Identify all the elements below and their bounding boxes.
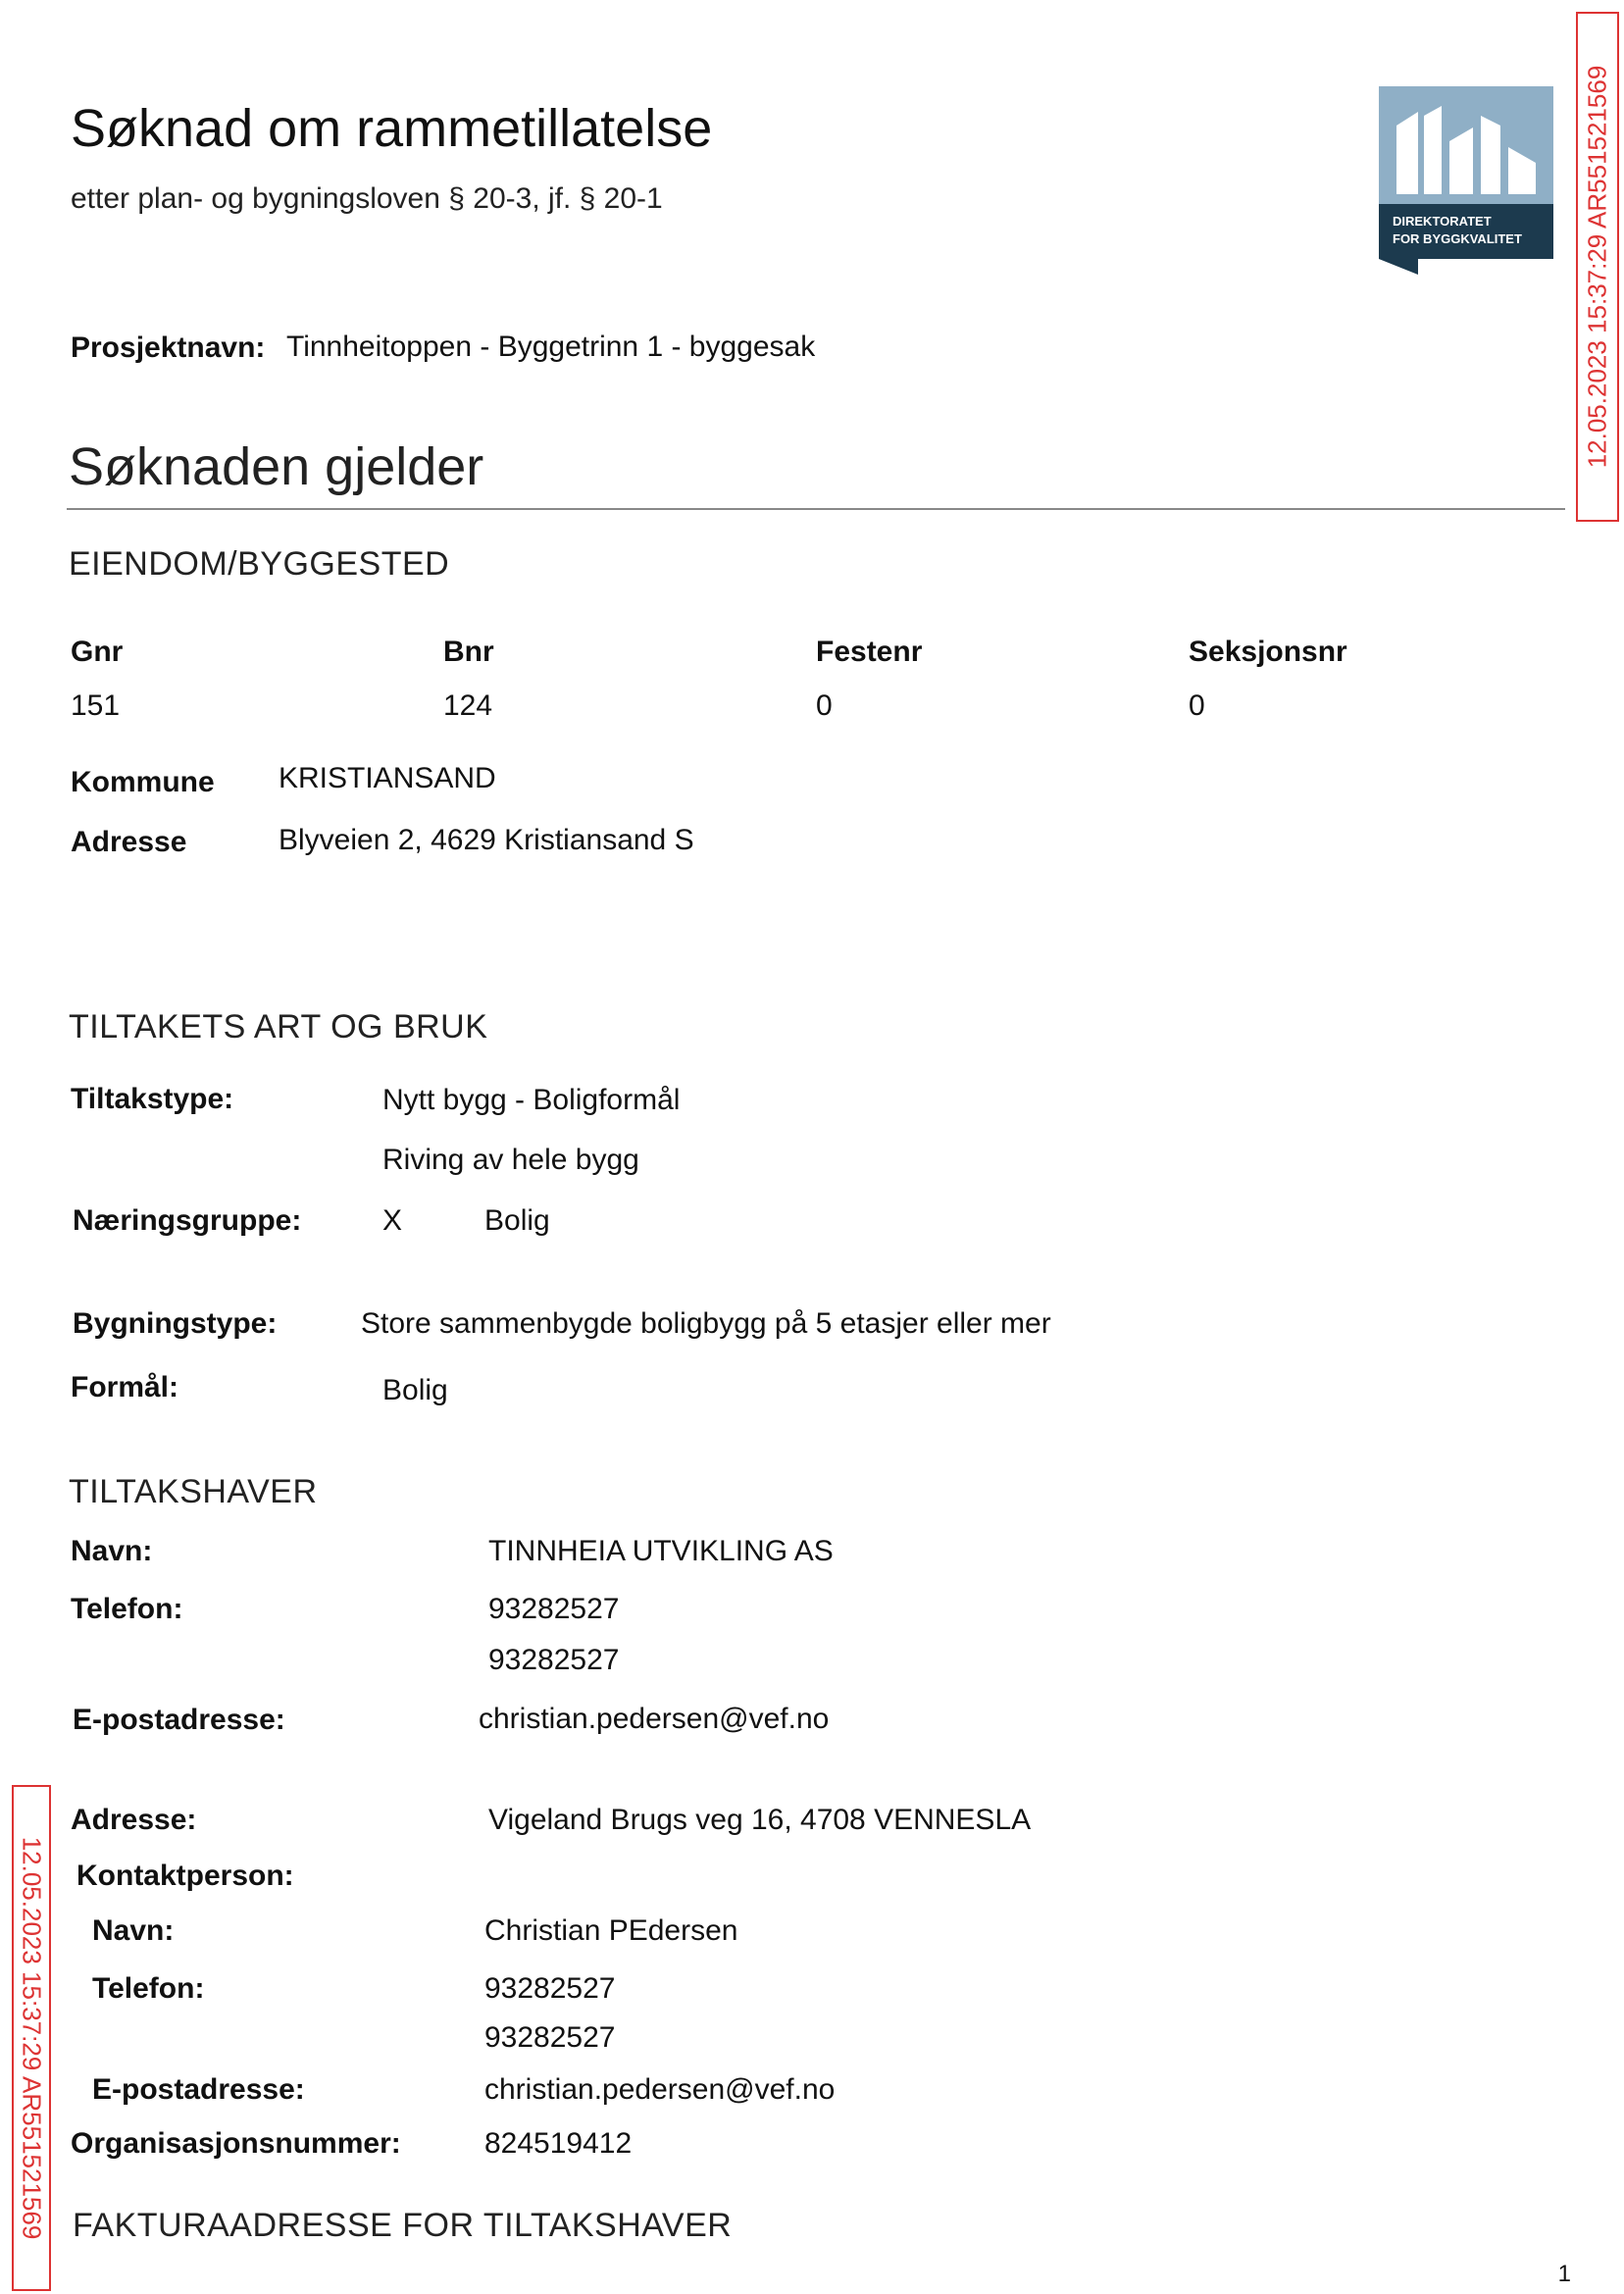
date-stamp-top — [1576, 12, 1619, 522]
festenr-label: Festenr — [816, 636, 923, 668]
tiltakshaver-heading: TILTAKSHAVER — [69, 1473, 318, 1510]
date-stamp-text: 12.05.2023 15:37:29 AR551521569 — [17, 1836, 47, 2240]
bnr-value: 124 — [443, 689, 493, 722]
th-epost-label: E-postadresse: — [73, 1704, 285, 1736]
naeringsgruppe-label: Næringsgruppe: — [73, 1204, 302, 1237]
tiltakstype-label: Tiltakstype: — [71, 1083, 234, 1115]
th-adresse-value: Vigeland Brugs veg 16, 4708 VENNESLA — [488, 1804, 1032, 1836]
bygningstype-value: Store sammenbygde boligbygg på 5 etasjer eller mer — [361, 1307, 1051, 1340]
th-telefon-value-2: 93282527 — [488, 1644, 620, 1676]
kp-navn-value: Christian PEdersen — [484, 1914, 738, 1947]
logo-line-2: FOR BYGGKVALITET — [1393, 231, 1522, 246]
th-navn-label: Navn: — [71, 1535, 153, 1567]
th-adresse-label: Adresse: — [71, 1804, 197, 1836]
dibk-logo — [1379, 86, 1553, 275]
kp-navn-label: Navn: — [92, 1914, 175, 1947]
kommune-value: KRISTIANSAND — [279, 762, 496, 794]
project-label: Prosjektnavn: — [71, 331, 266, 364]
th-navn-value: TINNHEIA UTVIKLING AS — [488, 1535, 834, 1567]
formal-label: Formål: — [71, 1371, 179, 1403]
eiendom-heading: EIENDOM/BYGGESTED — [69, 545, 450, 583]
bygningstype-label: Bygningstype: — [73, 1307, 278, 1340]
date-stamp-side — [12, 1785, 51, 2291]
naeringsgruppe-code: X — [382, 1204, 403, 1237]
kontaktperson-label: Kontaktperson: — [76, 1860, 294, 1892]
kp-epost-value: christian.pedersen@vef.no — [484, 2073, 836, 2106]
th-epost-value: christian.pedersen@vef.no — [479, 1703, 830, 1735]
gnr-label: Gnr — [71, 636, 124, 668]
tiltak-heading: TILTAKETS ART OG BRUK — [69, 1008, 488, 1045]
bnr-label: Bnr — [443, 636, 494, 668]
faktura-heading: FAKTURAADRESSE FOR TILTAKSHAVER — [73, 2207, 733, 2244]
naeringsgruppe-value: Bolig — [484, 1204, 550, 1237]
adresse-label: Adresse — [71, 826, 187, 858]
section-divider — [67, 508, 1565, 510]
th-telefon-label: Telefon: — [71, 1593, 183, 1625]
tiltakstype-value-1: Nytt bygg - Boligformål — [382, 1084, 681, 1116]
seksjonsnr-label: Seksjonsnr — [1189, 636, 1347, 668]
section-heading: Søknaden gjelder — [69, 437, 484, 496]
orgnr-label: Organisasjonsnummer: — [71, 2127, 401, 2160]
orgnr-value: 824519412 — [484, 2127, 633, 2160]
gnr-value: 151 — [71, 689, 121, 722]
kp-telefon-label: Telefon: — [92, 1972, 205, 2005]
page-number: 1 — [1557, 2261, 1571, 2287]
logo-line-1: DIREKTORATET — [1393, 214, 1492, 229]
seksjonsnr-value: 0 — [1189, 689, 1205, 722]
date-stamp-text: 12.05.2023 15:37:29 AR551521569 — [1582, 65, 1612, 469]
project-value: Tinnheitoppen - Byggetrinn 1 - byggesak — [286, 331, 816, 363]
festenr-value: 0 — [816, 689, 833, 722]
kp-telefon-value-1: 93282527 — [484, 1972, 616, 2005]
page-title: Søknad om rammetillatelse — [71, 99, 713, 158]
adresse-value: Blyveien 2, 4629 Kristiansand S — [279, 824, 694, 856]
kp-epost-label: E-postadresse: — [92, 2073, 305, 2106]
formal-value: Bolig — [382, 1374, 448, 1406]
th-telefon-value-1: 93282527 — [488, 1593, 620, 1625]
kommune-label: Kommune — [71, 766, 215, 798]
tiltakstype-value-2: Riving av hele bygg — [382, 1144, 639, 1176]
kp-telefon-value-2: 93282527 — [484, 2021, 616, 2054]
page-subtitle: etter plan- og bygningsloven § 20-3, jf. § 20-1 — [71, 182, 663, 215]
